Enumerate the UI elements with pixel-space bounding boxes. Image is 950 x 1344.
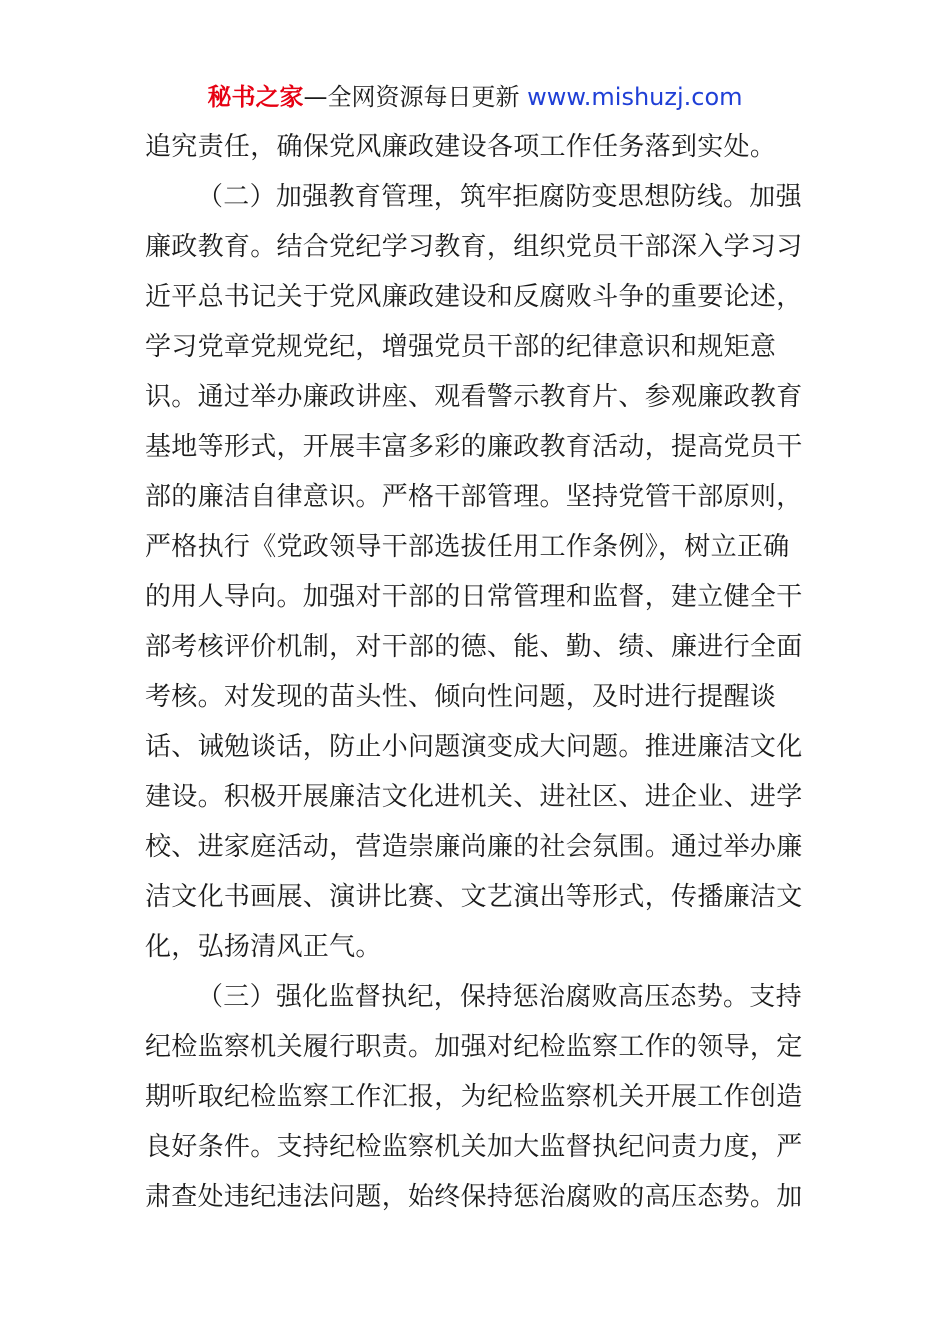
text-line: 部考核评价机制，对干部的德、能、勤、绩、廉进行全面 [145, 632, 803, 662]
text-line: 部的廉洁自律意识。严格干部管理。坚持党管干部原则， [145, 482, 803, 512]
text-line: 考核。对发现的苗头性、倾向性问题，及时进行提醒谈 [145, 682, 777, 712]
text-line: 的用人导向。加强对干部的日常管理和监督，建立健全干 [145, 582, 803, 612]
header-tagline: —全网资源每日更新 [303, 83, 528, 111]
text-line: 基地等形式，开展丰富多彩的廉政教育活动，提高党员干 [145, 432, 803, 462]
text-line: 肃查处违纪违法问题，始终保持惩治腐败的高压态势。加 [145, 1182, 803, 1212]
text-line: 纪检监察机关履行职责。加强对纪检监察工作的领导，定 [145, 1032, 803, 1062]
text-line: 追究责任，确保党风廉政建设各项工作任务落到实处。 [145, 132, 777, 162]
text-line: 化，弘扬清风正气。 [145, 932, 382, 962]
page-header [0, 80, 950, 114]
text-line: 洁文化书画展、演讲比赛、文艺演出等形式，传播廉洁文 [145, 882, 803, 912]
text-line: 严格执行《党政领导干部选拔任用工作条例》，树立正确 [145, 532, 790, 562]
text-line: 良好条件。支持纪检监察机关加大监督执纪问责力度，严 [145, 1132, 803, 1162]
text-line: 识。通过举办廉政讲座、观看警示教育片、参观廉政教育 [145, 382, 803, 412]
site-url-link[interactable]: www.mishuzj.com [527, 83, 743, 111]
text-line: 近平总书记关于党风廉政建设和反腐败斗争的重要论述， [145, 282, 803, 312]
text-line: 建设。积极开展廉洁文化进机关、进社区、进企业、进学 [145, 782, 803, 812]
section-heading-line: （三）强化监督执纪，保持惩治腐败高压态势。支持 [197, 982, 802, 1012]
section-heading-line: （二）加强教育管理，筑牢拒腐防变思想防线。加强 [197, 182, 802, 212]
body-text [145, 122, 809, 1222]
text-line: 廉政教育。结合党纪学习教育，组织党员干部深入学习习 [145, 232, 803, 262]
text-line: 期听取纪检监察工作汇报，为纪检监察机关开展工作创造 [145, 1082, 803, 1112]
text-line: 学习党章党规党纪，增强党员干部的纪律意识和规矩意 [145, 332, 777, 362]
text-line: 话、诫勉谈话，防止小问题演变成大问题。推进廉洁文化 [145, 732, 803, 762]
brand-name: 秘书之家 [207, 83, 304, 111]
text-line: 校、进家庭活动，营造崇廉尚廉的社会氛围。通过举办廉 [145, 832, 803, 862]
